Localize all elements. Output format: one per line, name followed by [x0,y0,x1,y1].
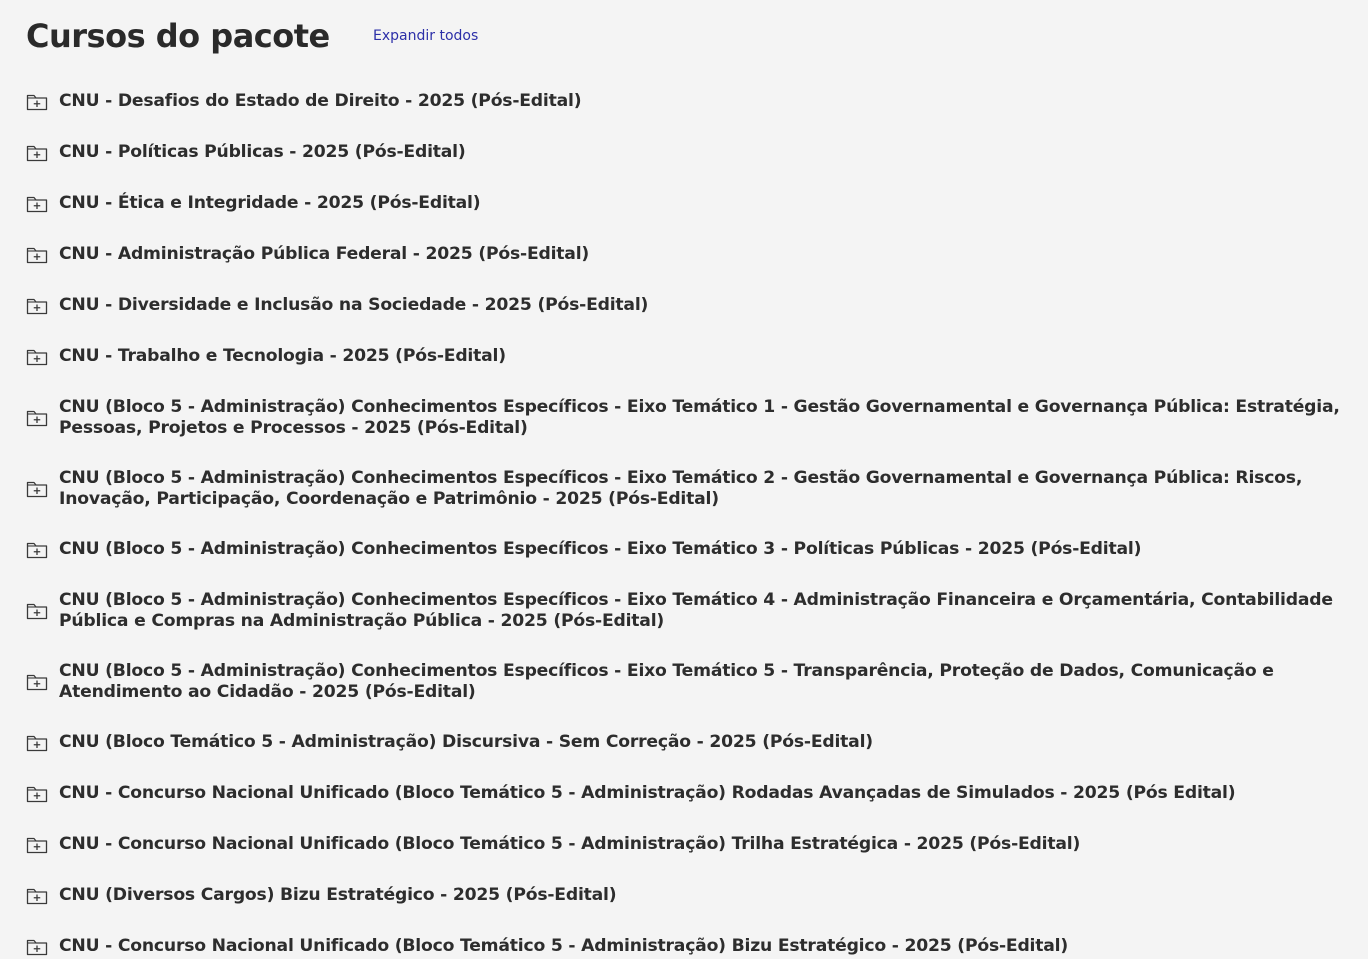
folder-plus-icon[interactable] [26,92,48,112]
course-title: CNU (Bloco Temático 5 - Administração) Discursiva - Sem Correção - 2025 (Pós-Edital) [59,732,873,752]
course-item[interactable] [26,382,1342,453]
course-title: CNU - Administração Pública Federal - 2025 (Pós-Edital) [59,244,590,264]
folder-plus-icon[interactable] [26,937,48,957]
folder-plus-icon[interactable] [26,408,48,428]
course-item[interactable] [26,178,1342,229]
course-item[interactable] [26,127,1342,178]
folder-plus-icon[interactable] [26,245,48,265]
course-item[interactable] [26,768,1342,819]
folder-plus-icon[interactable] [26,194,48,214]
course-item[interactable] [26,921,1342,959]
folder-plus-icon[interactable] [26,347,48,367]
folder-plus-icon[interactable] [26,296,48,316]
folder-plus-icon[interactable] [26,835,48,855]
course-item[interactable] [26,331,1342,382]
folder-plus-icon[interactable] [26,672,48,692]
course-title: CNU - Trabalho e Tecnologia - 2025 (Pós-Edital) [59,346,506,366]
course-title: CNU (Bloco 5 - Administração) Conhecimentos Específicos - Eixo Temático 2 - Gestão Governamental e Governança Pública: Riscos, Inovação, Participação, Coordenação e Patrimônio - 2025 (Pós-Edital) [59,467,1303,509]
folder-plus-icon[interactable] [26,479,48,499]
course-item[interactable] [26,453,1342,524]
course-title: CNU (Bloco 5 - Administração) Conhecimentos Específicos - Eixo Temático 3 - Políticas Públicas - 2025 (Pós-Edital) [59,539,1142,559]
course-title: CNU - Ética e Integridade - 2025 (Pós-Edital) [59,193,481,213]
course-list [26,76,1342,959]
folder-plus-icon[interactable] [26,886,48,906]
course-title: CNU (Diversos Cargos) Bizu Estratégico - 2025 (Pós-Edital) [59,885,617,905]
course-title: CNU (Bloco 5 - Administração) Conhecimentos Específicos - Eixo Temático 1 - Gestão Governamental e Governança Pública: Estratégia, Pessoas, Projetos e Processos - 2025 (Pós-Edital) [59,396,1340,438]
expand-all-link[interactable]: Expandir todos [373,28,479,44]
folder-plus-icon[interactable] [26,784,48,804]
course-item[interactable] [26,229,1342,280]
folder-plus-icon[interactable] [26,601,48,621]
course-title: CNU - Políticas Públicas - 2025 (Pós-Edital) [59,142,466,162]
course-item[interactable] [26,524,1342,575]
folder-plus-icon[interactable] [26,143,48,163]
course-title: CNU - Concurso Nacional Unificado (Bloco Temático 5 - Administração) Bizu Estratégico - 2025 (Pós-Edital) [59,936,1069,956]
course-item[interactable] [26,76,1342,127]
page-title: Cursos do pacote [26,17,330,55]
course-title: CNU (Bloco 5 - Administração) Conhecimentos Específicos - Eixo Temático 5 - Transparência, Proteção de Dados, Comunicação e Atendimento ao Cidadão - 2025 (Pós-Edital) [59,660,1274,702]
course-item[interactable] [26,646,1342,717]
course-item[interactable] [26,717,1342,768]
course-title: CNU - Concurso Nacional Unificado (Bloco Temático 5 - Administração) Trilha Estratégica - 2025 (Pós-Edital) [59,834,1081,854]
course-title: CNU - Desafios do Estado de Direito - 2025 (Pós-Edital) [59,91,582,111]
course-item[interactable] [26,870,1342,921]
folder-plus-icon[interactable] [26,540,48,560]
page-header [26,14,330,58]
course-item[interactable] [26,575,1342,646]
course-item[interactable] [26,280,1342,331]
course-item[interactable] [26,819,1342,870]
course-title: CNU - Diversidade e Inclusão na Sociedade - 2025 (Pós-Edital) [59,295,649,315]
course-title: CNU - Concurso Nacional Unificado (Bloco Temático 5 - Administração) Rodadas Avançadas de Simulados - 2025 (Pós Edital) [59,783,1236,803]
course-title: CNU (Bloco 5 - Administração) Conhecimentos Específicos - Eixo Temático 4 - Administração Financeira e Orçamentária, Contabilidade Pública e Compras na Administração Pública - 2025 (Pós-Edital) [59,589,1333,631]
folder-plus-icon[interactable] [26,733,48,753]
